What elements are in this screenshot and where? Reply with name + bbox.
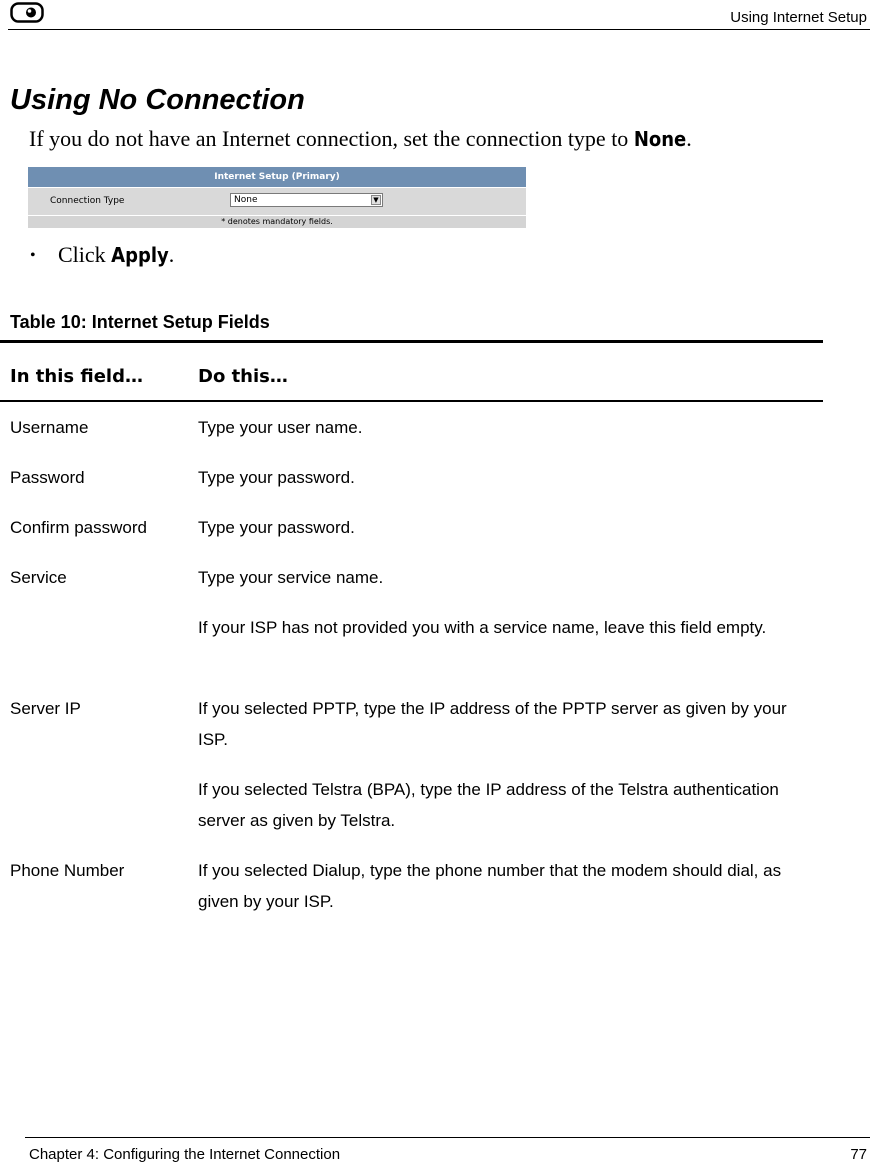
connection-type-label: Connection Type xyxy=(50,196,125,206)
section-title: Using No Connection xyxy=(10,84,305,116)
column-header-field: In this field… xyxy=(10,366,143,387)
table-row-field: Username xyxy=(10,418,89,437)
footer-divider xyxy=(25,1137,870,1138)
step-end: . xyxy=(168,242,175,267)
step-text: Click xyxy=(58,242,112,267)
table-row-desc: Type your user name. xyxy=(198,418,363,437)
brand-logo-icon xyxy=(10,2,44,23)
column-header-do: Do this… xyxy=(198,366,288,387)
panel-title: Internet Setup (Primary) xyxy=(28,167,526,187)
table-row-desc: Type your service name. xyxy=(198,568,384,587)
step-apply xyxy=(30,242,174,268)
table-row-field: Phone Number xyxy=(10,861,125,880)
intro-keyword: None xyxy=(633,127,687,151)
connection-type-select[interactable] xyxy=(230,193,383,207)
table-row-field: Service xyxy=(10,568,67,587)
header-divider xyxy=(8,29,870,30)
table-row-desc: If you selected PPTP, type the IP address of the PPTP server as given by your ISP. xyxy=(198,699,787,749)
table-caption: Table 10: Internet Setup Fields xyxy=(10,312,270,332)
table-top-rule xyxy=(0,340,823,343)
table-row-desc: If you selected Telstra (BPA), type the IP address of the Telstra authentication server as given by Telstra. xyxy=(198,780,779,830)
footer-chapter: Chapter 4: Configuring the Internet Connection xyxy=(29,1146,341,1163)
table-header-rule xyxy=(0,400,823,402)
bullet-icon: • xyxy=(30,247,36,264)
intro-end: . xyxy=(686,126,692,151)
connection-type-value: None xyxy=(234,195,258,205)
table-row-desc: If you selected Dialup, type the phone number that the modem should dial, as given by your ISP. xyxy=(198,861,782,911)
running-header: Using Internet Setup xyxy=(730,9,867,26)
chevron-down-icon[interactable]: ▼ xyxy=(371,195,381,205)
table-row-field: Password xyxy=(10,468,85,487)
table-row-desc: If your ISP has not provided you with a service name, leave this field empty. xyxy=(198,618,767,637)
table-row-desc: Type your password. xyxy=(198,518,355,537)
page-number: 77 xyxy=(850,1146,867,1163)
table-row-field: Confirm password xyxy=(10,518,147,537)
table-row-desc: Type your password. xyxy=(198,468,355,487)
intro-text: If you do not have an Internet connection, set the connection type to xyxy=(29,126,634,151)
connection-type-row xyxy=(28,187,526,215)
intro-paragraph xyxy=(29,126,692,152)
mandatory-note: * denotes mandatory fields. xyxy=(28,215,526,228)
apply-keyword: Apply xyxy=(111,243,169,267)
internet-setup-panel xyxy=(28,167,526,227)
table-row-field: Server IP xyxy=(10,699,81,718)
